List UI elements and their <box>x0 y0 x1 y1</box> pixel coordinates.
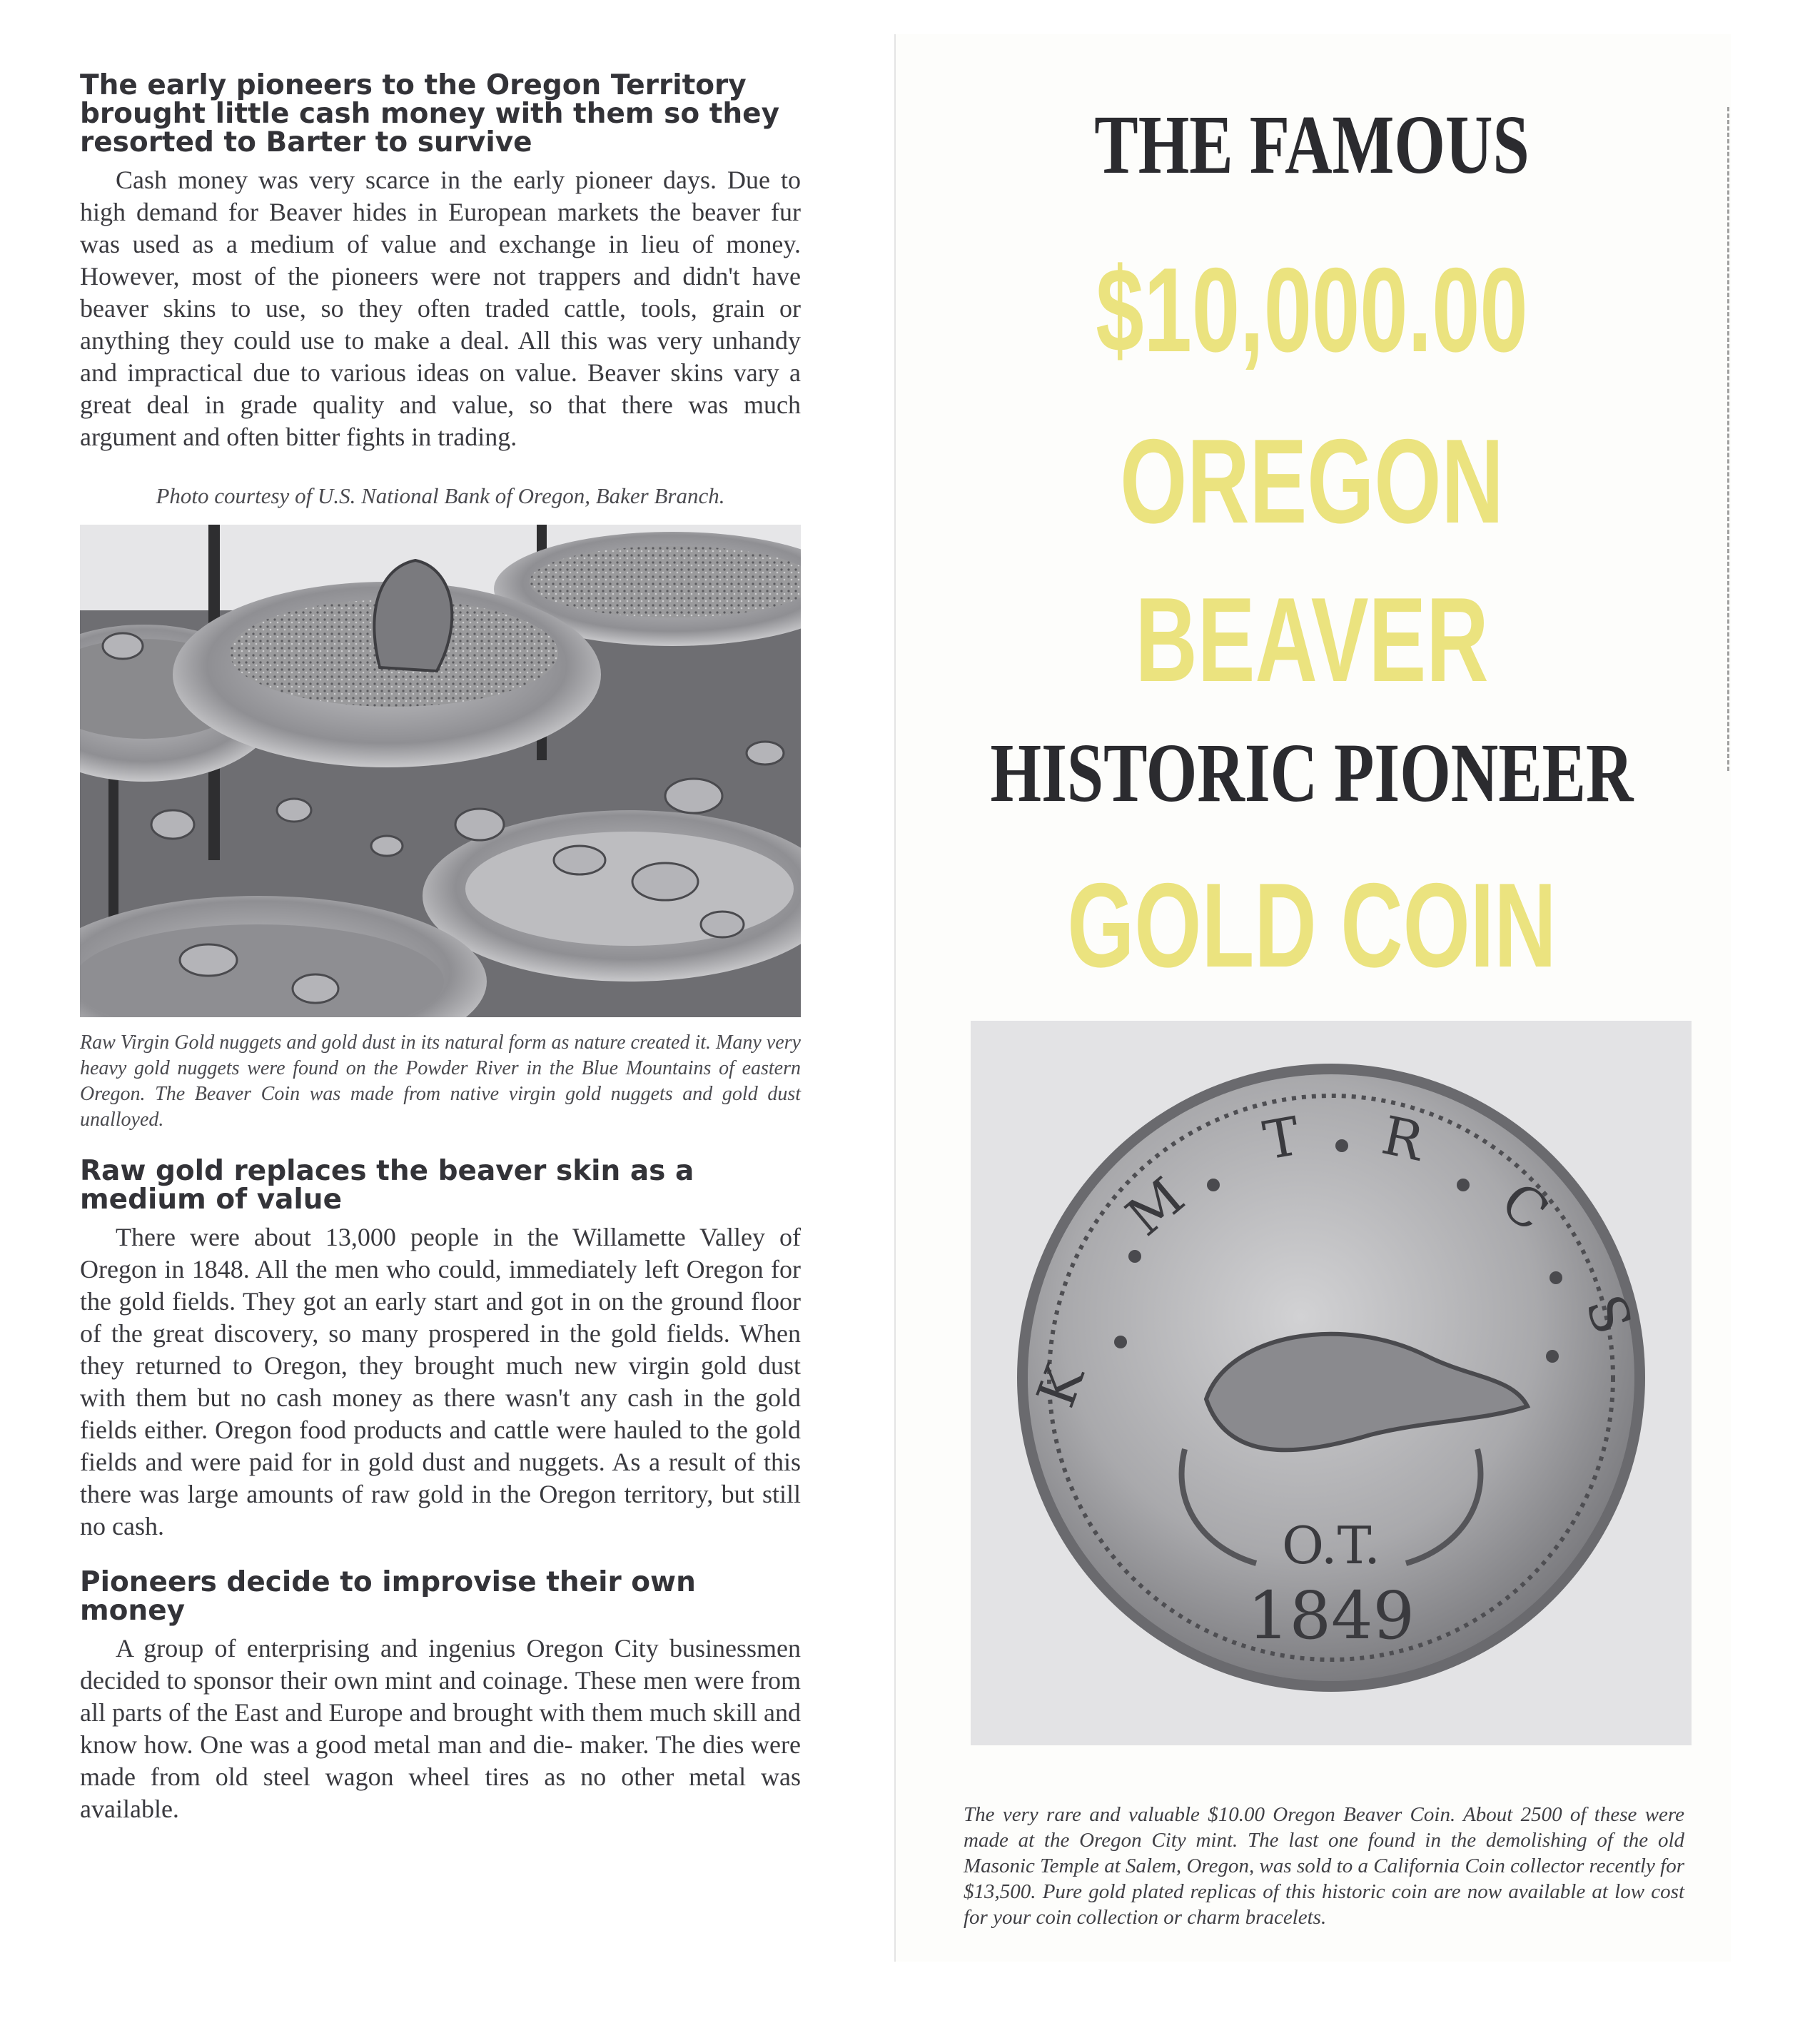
beaver-coin-photo <box>971 1021 1692 1745</box>
fold-edge <box>1727 107 1729 771</box>
gold-nuggets-photo <box>80 525 801 1017</box>
article-column <box>80 71 801 1825</box>
title-price: $10,000.00 <box>1096 243 1528 377</box>
photo-credit: Photo courtesy of U.S. National Bank of Oregon, Baker Branch. <box>156 483 725 508</box>
title-beaver: BEAVER <box>1135 572 1489 707</box>
paragraph-cash-scarce: Cash money was very scarce in the early pioneer days. Due to high demand for Beaver hides in European markets the beaver fur was used as a medium of value and exchange in lieu of money. However, most of the pioneers were not trappers and didn't have beaver skins to use, so they often traded cattle, tools, grain or anything they could use to make a deal. All this was very unhandy and impractical due to various ideas on value. Beaver skins vary a great deal in grade quality and value, so that there was much argument and often bitter fights in trading. <box>80 166 801 451</box>
coin-letter-r: R <box>1377 1104 1429 1174</box>
coin-letter-c: C <box>1489 1170 1560 1243</box>
coin-letter-k: K <box>1025 1356 1097 1416</box>
title-gold-coin: GOLD COIN <box>1067 858 1557 992</box>
coin-bottom-letters: O.T. <box>1281 1515 1381 1575</box>
heading-barter: The early pioneers to the Oregon Territory brought little cash money with them so they resorted to Barter to survive <box>80 69 779 158</box>
paragraph-gold-fields: There were about 13,000 people in the Willamette Valley of Oregon in 1848. All the men who could, immediately left Oregon for the gold fields. They got an early start and got in on the ground floor of the great discovery, so many prospered in the gold fields. When they returned to Oregon, they brought much new virgin gold dust with them but no cash money as there wasn't any cash in the gold fields either. Oregon food products and cattle were hauled to the gold fields and were paid for in gold dust and nuggets. As a result of this there was large amounts of raw gold in the Oregon territory, but still no cash. <box>80 1223 801 1540</box>
coin-caption: The very rare and valuable $10.00 Oregon Beaver Coin. About 2500 of these were made at the Oregon City mint. The last one found in the demolishing of the old Masonic Temple at Salem, Oregon, was sold to a California Coin collector recently for $13,500. Pure gold plated replicas of this historic coin are now available at low cost for your coin collection or charm bracelets. <box>964 1803 1684 1929</box>
paragraph-mint: A group of enterprising and ingenius Oregon City businessmen decided to sponsor their own mint and coinage. These men were from all parts of the East and Europe and brought with them much skill and know how. One was a good metal man and die- maker. The dies were made from old steel wagon wheel tires as no other metal was available. <box>80 1634 801 1823</box>
title-historic-pioneer: HISTORIC PIONEER <box>990 726 1634 819</box>
title-oregon: OREGON <box>1120 414 1504 548</box>
coin-letter-m: M <box>1115 1166 1196 1248</box>
coin-letter-t: T <box>1258 1105 1305 1173</box>
coin-letter-s: S <box>1573 1286 1644 1342</box>
coin-year: 1849 <box>1247 1578 1415 1654</box>
heading-improvise-money: Pioneers decide to improvise their own money <box>80 1566 696 1627</box>
heading-raw-gold: Raw gold replaces the beaver skin as a medium of value <box>80 1155 694 1216</box>
title-the-famous: THE FAMOUS <box>1094 98 1530 191</box>
nuggets-caption: Raw Virgin Gold nuggets and gold dust in its natural form as nature created it. Many very heavy gold nuggets were found on the Powder River in the Blue Mountains of eastern Oregon. The Beaver Coin was made from native virgin gold nuggets and gold dust unalloyed. <box>80 1031 801 1131</box>
